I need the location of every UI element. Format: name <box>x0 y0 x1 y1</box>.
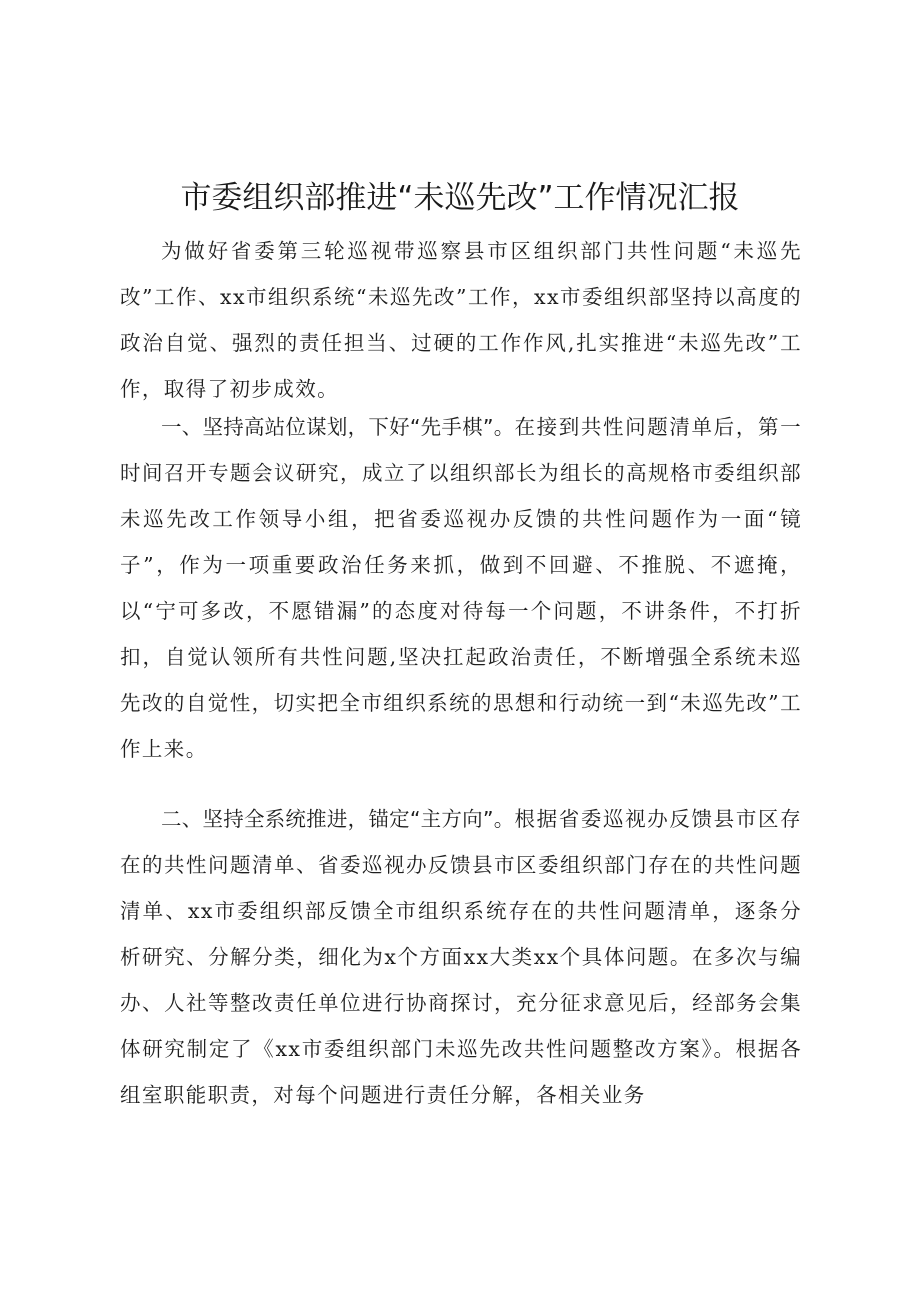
paragraph-text: 为做好省委第三轮巡视带巡察县市区组织部门共性问题“未巡先改”工作、xx市组织系统“未巡先改”工作，xx市委组织部坚持以高度的政治自觉、强烈的责任担当、过硬的工作作风,扎实推进“未巡先改”工作，取得了初步成效。 <box>120 239 802 401</box>
section-heading: 二、坚持全系统推进，锚定“主方向”。 <box>161 807 515 831</box>
paragraph-section-1 <box>120 404 802 772</box>
document-title: 市委组织部推进“未巡先改”工作情况汇报 <box>180 180 740 216</box>
paragraph-intro <box>120 228 802 412</box>
paragraph-text: 根据省委巡视办反馈县市区存在的共性问题清单、省委巡视办反馈县市区委组织部门存在的共性问题清单、xx市委组织部反馈全市组织系统存在的共性问题清单，逐条分析研究、分解分类，细化为x个方面xx大类xx个具体问题。在多次与编办、人社等整改责任单位进行协商探讨，充分征求意见后，经部务会集体研究制定了《xx市委组织部门未巡先改共性问题整改方案》。根据各组室职能职责，对每个问题进行责任分解，各相关业务 <box>120 807 802 1107</box>
paragraph-section-2 <box>120 796 802 1118</box>
section-heading: 一、坚持高站位谋划，下好“先手棋”。 <box>161 415 515 439</box>
paragraph-text: 在接到共性问题清单后，第一时间召开专题会议研究，成立了以组织部长为组长的高规格市委组织部未巡先改工作领导小组，把省委巡视办反馈的共性问题作为一面“镜子”，作为一项重要政治任务来抓，做到不回避、不推脱、不遮掩，以“宁可多改，不愿错漏”的态度对待每一个问题，不讲条件，不打折扣，自觉认领所有共性问题,坚决扛起政治责任，不断增强全系统未巡先改的自觉性，切实把全市组织系统的思想和行动统一到“未巡先改”工作上来。 <box>120 415 802 761</box>
